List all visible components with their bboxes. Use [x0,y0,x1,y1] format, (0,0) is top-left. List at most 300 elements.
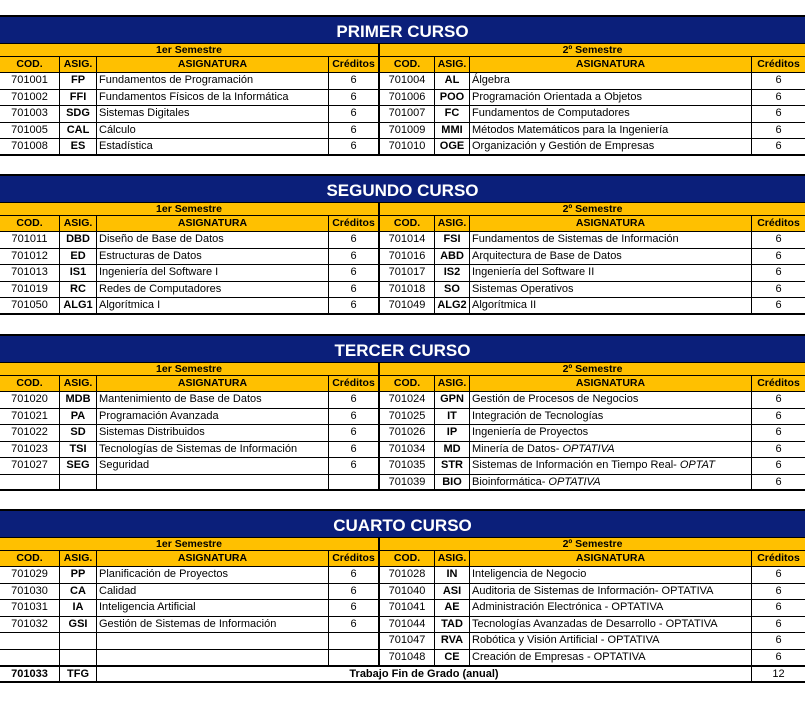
cell-asignatura [97,617,329,633]
cell-creditos-text: 6 [775,426,782,438]
cell-creditos-text: 6 [350,249,357,262]
table-row [0,475,805,492]
cell-creditos [752,600,805,616]
cell-asignatura-text: Tecnologías Avanzadas de Desarrollo - OPTATIVA [472,617,718,630]
cell-cod [0,458,60,474]
col-creditos: Créditos [757,58,800,70]
cell-asignatura-text: Algorítmica I [99,299,161,311]
optativa-label: OPTATIVA [562,442,615,455]
cell-creditos-text: 6 [350,74,357,86]
cell-cod [0,265,60,281]
cell-asignatura-text: Planificación de Proyectos [99,568,229,580]
col-cod: COD. [0,216,60,231]
cell-asig [435,650,470,666]
cell-creditos [329,442,380,458]
cell-asignatura-text: Robótica y Visión Artificial - OPTATIVA [472,634,660,646]
cell-asig [60,298,97,313]
cell-asignatura [470,249,752,265]
cell-cod-text: 701018 [388,282,426,295]
table-row [0,425,805,442]
column-header-row [0,376,805,392]
cell-cod-text: 701003 [11,107,48,119]
cell-creditos-text: 6 [350,123,357,136]
cell-asig [435,90,470,106]
cell-asig-text: ED [70,249,86,262]
cell-cod [380,139,435,154]
semester-2-label: 2º Semestre [562,538,623,550]
course-segundo [0,174,805,315]
cell-asig [60,425,97,441]
cell-cod [380,425,435,441]
semester-1-label: 1er Semestre [0,363,380,375]
cell-creditos [329,249,380,265]
col-asig: ASIG. [60,551,97,566]
cell-creditos-text: 6 [350,107,357,119]
cell-asignatura [470,73,752,89]
cell-creditos-text: 6 [775,90,782,103]
cell-cod-text: 701029 [11,568,48,580]
cell-creditos-text: 6 [350,617,357,630]
cell-creditos [329,600,380,616]
cell-asig [435,600,470,616]
column-header-row [0,551,805,567]
col-asig: ASIG. [435,551,470,566]
cell-creditos [752,425,805,441]
cell-asig [435,475,470,490]
cell-cod [380,442,435,458]
cell-cod-text: 701005 [11,123,48,136]
cell-cod-text: 701034 [388,442,426,455]
cell-asignatura-text: Inteligencia Artificial [99,601,196,613]
col-cod: COD. [380,216,435,231]
cell-asignatura-text: Fundamentos Físicos de la Informática [99,90,289,103]
cell-creditos [329,106,380,122]
col-creditos: Créditos [757,552,800,564]
cell-creditos-text: 6 [350,442,357,455]
cell-asignatura [470,567,752,583]
cell-cod-text: 701027 [11,459,48,471]
cell-creditos [752,442,805,458]
cell-cod-text: 701025 [388,409,426,422]
col-asignatura: ASIGNATURA [97,376,329,391]
cell-creditos-text: 6 [350,140,357,152]
cell-asignatura [97,458,329,474]
cell-asig [435,282,470,298]
cell-asig-text: BIO [442,475,462,488]
col-asignatura: ASIGNATURA [470,376,752,391]
cell-asig-text: TAD [441,617,463,630]
cell-creditos [329,298,380,313]
cell-creditos-text: 6 [775,568,782,580]
cell-creditos [752,265,805,281]
cell-cod [380,650,435,666]
cell-asig-text: ALG2 [437,299,467,311]
cell-cod-text: 701004 [388,74,426,86]
cell-asig [435,123,470,139]
table-row [0,567,805,584]
table-row [0,617,805,634]
cell-cod-text: 701030 [11,584,48,597]
cell-creditos-text: 6 [350,584,357,597]
cell-asignatura [97,106,329,122]
cell-cod [380,298,435,313]
cell-asig-text: TSI [69,442,87,455]
cell-asig [435,392,470,408]
cell-asig [60,106,97,122]
cell-asig-text: RVA [440,634,464,646]
cell-creditos [752,282,805,298]
cell-asignatura-text: Ingeniería de Proyectos [472,426,589,438]
semester-header [0,43,805,57]
table-row [0,139,805,156]
cell-asig [435,584,470,600]
cell-asig [60,232,97,248]
cell-creditos [752,123,805,139]
cell-asig-text: GPN [440,393,464,405]
cell-creditos-text: 6 [350,601,357,613]
cell-asignatura [97,298,329,313]
col-asignatura: ASIGNATURA [97,57,329,72]
cell-cod [0,298,60,313]
table-row [0,600,805,617]
cell-creditos [329,139,380,154]
cell-creditos [752,458,805,474]
cell-cod [0,249,60,265]
cell-asignatura-text: Algorítmica II [472,299,537,311]
cell-cod-text: 701019 [11,282,48,295]
cell-asig [60,73,97,89]
col-creditos: Créditos [757,377,800,389]
cell-creditos-text: 6 [350,266,357,278]
cell-asig [435,139,470,154]
course-title: SEGUNDO CURSO [0,174,805,202]
cell-asig [435,633,470,649]
cell-cod-text: 701006 [388,90,426,103]
cell-creditos-text: 6 [775,140,782,152]
cell-cod [380,73,435,89]
cell-asignatura-text: Organización y Gestión de Empresas [472,140,655,152]
col-asignatura: ASIGNATURA [470,57,752,72]
cell-cod-text: 701012 [11,249,48,262]
cell-asig [60,442,97,458]
cell-creditos-text: 6 [775,123,782,136]
cell-asig [60,409,97,425]
cell-creditos-text: 6 [775,617,782,630]
cell-asig-text: AL [444,74,460,86]
cell-asig [60,458,97,474]
cell-cod [0,73,60,89]
cell-creditos [329,650,380,666]
cell-asignatura-text: Sistemas Distribuidos [99,426,205,438]
col-creditos: Créditos [757,217,800,229]
cell-asig-text: FSI [443,233,461,245]
col-asignatura: ASIGNATURA [470,551,752,566]
cell-creditos-text: 6 [350,409,357,422]
cell-asignatura [470,392,752,408]
cell-asignatura-text: Ingeniería del Software II [472,266,595,278]
cell-creditos-text: 6 [775,459,782,471]
cell-asig [60,600,97,616]
cell-asignatura [470,600,752,616]
cell-cod-text: 701023 [11,442,48,455]
cell-asignatura [470,475,752,490]
cell-cod [0,123,60,139]
cell-asignatura-text: Sistemas de Información en Tiempo Real- [472,459,680,471]
cell-cod-text: 701032 [11,617,48,630]
cell-asig [60,650,97,666]
cell-asig [60,282,97,298]
cell-asig-text: FC [444,107,460,119]
cell-cod [0,567,60,583]
semester-2-label: 2º Semestre [562,203,623,215]
cell-cod-text: 701048 [388,650,426,663]
cell-creditos [329,90,380,106]
cell-cod-text: 701002 [11,90,48,103]
cell-cod [380,409,435,425]
cell-cod [380,458,435,474]
col-creditos: Créditos [329,551,380,566]
cell-asignatura-text: Fundamentos de Computadores [472,107,630,119]
tfg-asig: TFG [60,667,97,681]
cell-asignatura-text: Fundamentos de Programación [99,74,254,86]
cell-asignatura [97,442,329,458]
table-row [0,409,805,426]
cell-creditos [329,425,380,441]
col-asignatura: ASIGNATURA [470,216,752,231]
cell-cod [0,600,60,616]
cell-asig-text: SO [444,282,460,295]
cell-asig-text: MDB [65,393,91,405]
cell-asig-text: ES [70,140,86,152]
cell-creditos-text: 6 [350,459,357,471]
cell-asignatura [470,265,752,281]
cell-cod [0,90,60,106]
cell-asig [435,442,470,458]
cell-asignatura-text: Arquitectura de Base de Datos [472,249,622,262]
cell-asignatura [470,584,752,600]
cell-creditos [329,567,380,583]
col-asig: ASIG. [435,376,470,391]
cell-asig-text: IS1 [69,266,87,278]
cell-creditos [329,475,380,490]
cell-creditos-text: 6 [775,249,782,262]
cell-creditos [329,584,380,600]
cell-asig-text: IP [446,426,458,438]
cell-asignatura [470,409,752,425]
col-asig: ASIG. [60,57,97,72]
cell-asig [60,90,97,106]
col-creditos: Créditos [329,376,380,391]
cell-cod [0,475,60,490]
cell-cod-text: 701031 [11,601,48,613]
cell-cod-text: 701007 [388,107,426,119]
cell-asignatura [470,123,752,139]
cell-asig [435,232,470,248]
tfg-cod: 701033 [0,667,60,681]
cell-cod [0,617,60,633]
tfg-name: Trabajo Fin de Grado (anual) [97,667,752,681]
col-asignatura: ASIGNATURA [97,216,329,231]
cell-asig-text: CA [70,584,86,597]
cell-cod-text: 701010 [388,140,426,152]
cell-asignatura-text: Tecnologías de Sistemas de Información [99,442,298,455]
cell-asig [60,475,97,490]
cell-asig [435,73,470,89]
cell-asignatura-text: Administración Electrónica - OPTATIVA [472,601,664,613]
cell-asignatura [97,249,329,265]
cell-asig-text: OGE [439,140,465,152]
cell-cod-text: 701017 [388,266,426,278]
cell-cod [0,584,60,600]
cell-asig-text: GSI [68,617,88,630]
cell-asignatura [97,265,329,281]
cell-asignatura [97,567,329,583]
cell-creditos [329,232,380,248]
cell-asignatura-text: Gestión de Sistemas de Información [99,617,277,630]
cell-asig [435,265,470,281]
cell-asignatura [97,232,329,248]
cell-asig [60,139,97,154]
cell-asig-text: CE [444,650,460,663]
cell-cod [380,90,435,106]
cell-asignatura-text: Sistemas Digitales [99,107,190,119]
cell-creditos [752,633,805,649]
cell-creditos [752,567,805,583]
table-row [0,90,805,107]
cell-creditos-text: 6 [350,568,357,580]
cell-cod [0,650,60,666]
cell-cod-text: 701035 [388,459,426,471]
cell-asignatura [470,106,752,122]
cell-cod [380,265,435,281]
cell-asig-text: SDG [66,107,90,119]
cell-asignatura-text: Ingeniería del Software I [99,266,219,278]
cell-creditos [329,73,380,89]
cell-asig [60,265,97,281]
cell-cod-text: 701041 [388,601,426,613]
cell-asig [435,617,470,633]
cell-creditos-text: 6 [350,282,357,295]
cell-creditos-text: 6 [350,299,357,311]
cell-creditos-text: 6 [775,475,782,488]
cell-asig [435,298,470,313]
cell-asignatura [97,584,329,600]
cell-cod [380,475,435,490]
course-title: PRIMER CURSO [0,15,805,43]
cell-asignatura [97,282,329,298]
cell-asig [60,617,97,633]
cell-cod-text: 701047 [388,634,426,646]
cell-cod-text: 701050 [11,299,48,311]
cell-cod [0,232,60,248]
table-row [0,73,805,90]
cell-cod [380,600,435,616]
cell-asignatura-text: Programación Orientada a Objetos [472,90,642,103]
cell-cod-text: 701014 [388,233,426,245]
cell-creditos [329,458,380,474]
semester-1-label: 1er Semestre [0,44,380,56]
course-cuarto [0,509,805,683]
cell-cod-text: 701022 [11,426,48,438]
cell-asig [60,392,97,408]
cell-creditos [329,409,380,425]
cell-asig [435,106,470,122]
table-row [0,265,805,282]
cell-creditos [329,123,380,139]
semester-1-label: 1er Semestre [0,538,380,550]
cell-asig [60,567,97,583]
cell-asignatura [97,392,329,408]
semester-header [0,537,805,551]
cell-creditos-text: 6 [350,233,357,245]
cell-creditos-text: 6 [350,426,357,438]
cell-cod-text: 701020 [11,393,48,405]
cell-creditos [752,475,805,490]
cell-asig-text: ABD [440,249,464,262]
cell-cod [380,633,435,649]
cell-asig [435,425,470,441]
cell-cod-text: 701011 [11,233,48,245]
cell-cod [380,106,435,122]
cell-creditos [752,249,805,265]
cell-creditos [752,90,805,106]
cell-asignatura-text: Seguridad [99,459,150,471]
cell-cod-text: 701009 [388,123,426,136]
cell-asignatura-text: Integración de Tecnologías [472,409,604,422]
cell-creditos [752,617,805,633]
col-asignatura: ASIGNATURA [97,551,329,566]
col-cod: COD. [0,57,60,72]
cell-asig-text: ALG1 [63,299,93,311]
col-asig: ASIG. [435,57,470,72]
cell-creditos [752,584,805,600]
tfg-row [0,666,805,683]
cell-asig [435,567,470,583]
cell-creditos-text: 6 [775,266,782,278]
column-header-row [0,57,805,73]
semester-header [0,202,805,216]
cell-cod [0,392,60,408]
cell-cod-text: 701001 [11,74,48,86]
cell-creditos-text: 6 [775,634,782,646]
course-primer [0,15,805,156]
col-creditos: Créditos [329,57,380,72]
cell-asignatura [97,123,329,139]
cell-asignatura [470,425,752,441]
cell-asig-text: RC [70,282,86,295]
table-row [0,584,805,601]
cell-asignatura [97,600,329,616]
cell-asig-text: DBD [66,233,90,245]
cell-asignatura [97,139,329,154]
cell-asignatura-text: Creación de Empresas - OPTATIVA [472,650,646,663]
cell-asig-text: ASI [442,584,462,597]
cell-creditos-text: 6 [775,393,782,405]
table-row [0,249,805,266]
cell-creditos-text: 6 [775,409,782,422]
cell-cod [380,232,435,248]
cell-cod [380,123,435,139]
cell-creditos-text: 6 [775,107,782,119]
cell-asignatura [470,650,752,666]
cell-cod [0,633,60,649]
col-cod: COD. [0,376,60,391]
col-cod: COD. [380,551,435,566]
cell-asignatura-text: Sistemas Operativos [472,282,574,295]
cell-asignatura [97,409,329,425]
cell-asignatura [470,298,752,313]
cell-asignatura-text: Diseño de Base de Datos [99,233,224,245]
